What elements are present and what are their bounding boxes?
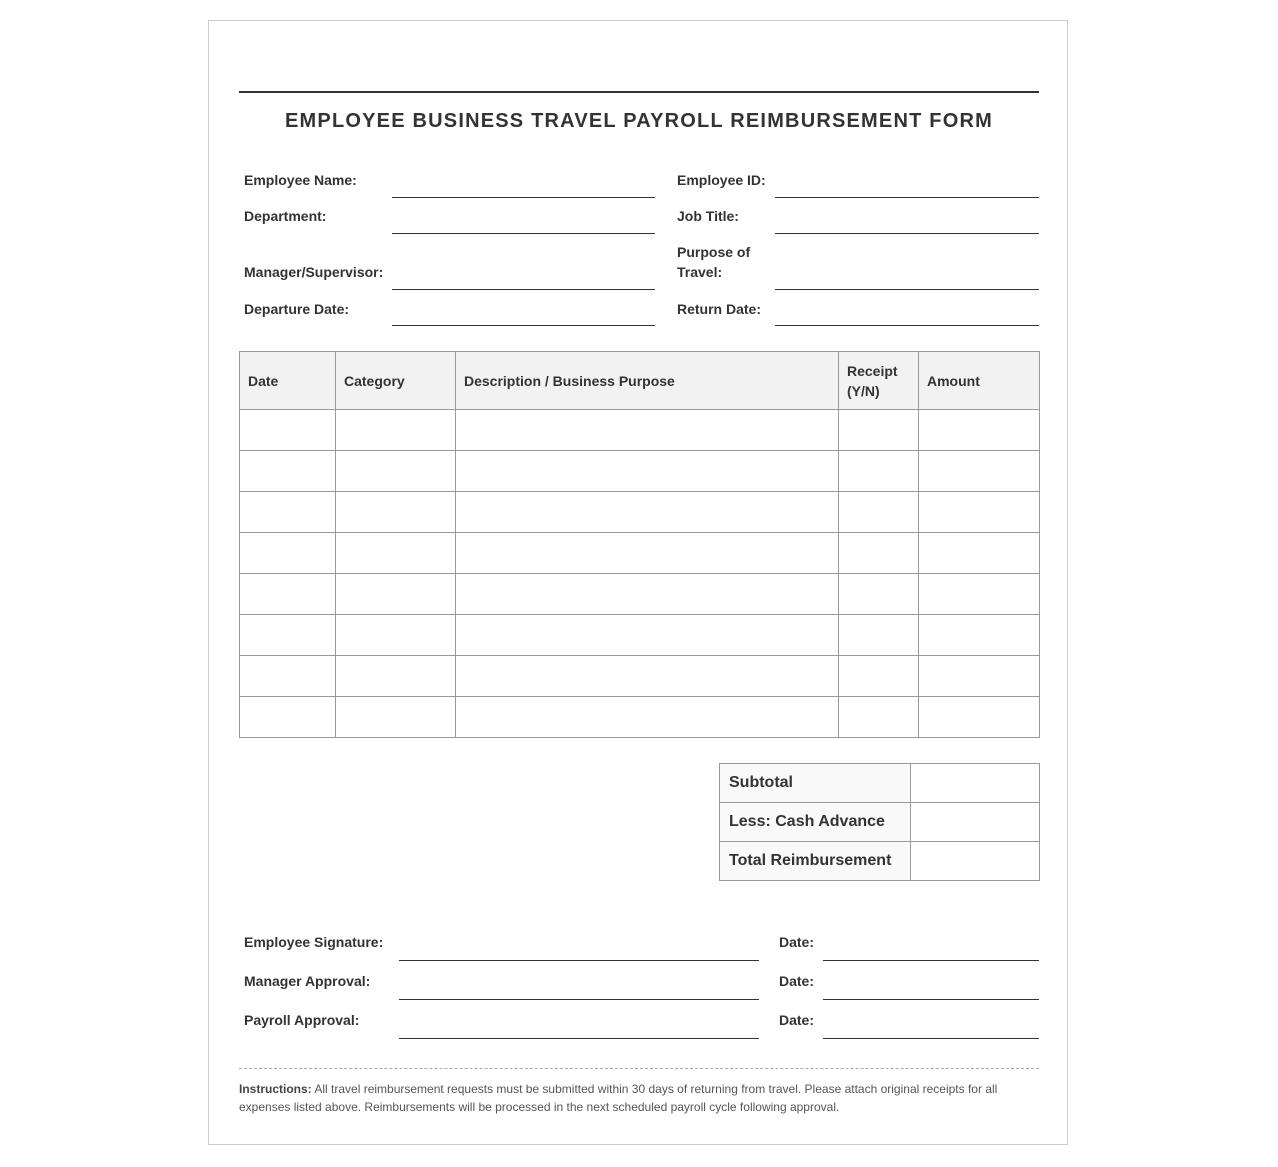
employee-signature-label: Employee Signature: xyxy=(244,934,384,950)
employee-id-field[interactable] xyxy=(775,197,1039,198)
manager-approval-date-field[interactable] xyxy=(823,999,1039,1000)
table-row xyxy=(240,574,1040,615)
department-field[interactable] xyxy=(392,233,655,234)
cell-receipt[interactable] xyxy=(839,533,919,574)
cell-date[interactable] xyxy=(240,697,336,738)
expense-table-header xyxy=(240,352,1040,410)
payroll-approval-date-label: Date: xyxy=(779,1012,815,1028)
cell-description[interactable] xyxy=(456,615,839,656)
cell-date[interactable] xyxy=(240,656,336,697)
payroll-approval-label: Payroll Approval: xyxy=(244,1012,360,1028)
cell-category[interactable] xyxy=(336,533,456,574)
cell-date[interactable] xyxy=(240,574,336,615)
table-row xyxy=(240,533,1040,574)
manager-supervisor-field[interactable] xyxy=(392,289,655,290)
cell-description[interactable] xyxy=(456,410,839,451)
cell-amount[interactable] xyxy=(919,410,1040,451)
cell-receipt[interactable] xyxy=(839,451,919,492)
total-reimbursement-row xyxy=(720,842,1040,881)
cell-date[interactable] xyxy=(240,492,336,533)
total-reimbursement-value[interactable] xyxy=(911,842,1040,881)
cell-receipt[interactable] xyxy=(839,615,919,656)
return-date-field[interactable] xyxy=(775,325,1039,326)
cell-amount[interactable] xyxy=(919,574,1040,615)
cell-amount[interactable] xyxy=(919,697,1040,738)
cash-advance-label: Less: Cash Advance xyxy=(720,803,911,842)
cell-receipt[interactable] xyxy=(839,574,919,615)
cell-description[interactable] xyxy=(456,697,839,738)
header-amount: Amount xyxy=(919,352,1040,410)
cell-amount[interactable] xyxy=(919,451,1040,492)
title-rule xyxy=(239,91,1039,93)
employee-name-field[interactable] xyxy=(392,197,655,198)
cell-amount[interactable] xyxy=(919,615,1040,656)
subtotal-value[interactable] xyxy=(911,764,1040,803)
purpose-of-travel-label-line2: Travel: xyxy=(677,264,723,280)
cell-category[interactable] xyxy=(336,451,456,492)
cell-description[interactable] xyxy=(456,574,839,615)
manager-approval-field[interactable] xyxy=(399,999,759,1000)
header-receipt-line1: Receipt xyxy=(847,362,898,379)
cell-amount[interactable] xyxy=(919,492,1040,533)
instructions-text: All travel reimbursement requests must be submitted within 30 days of returning from travel. Please attach original receipts for all expenses listed above. Reimbursements will be processed in the next scheduled payroll cycle following approval. xyxy=(239,1082,998,1114)
cell-description[interactable] xyxy=(456,492,839,533)
employee-signature-field[interactable] xyxy=(399,960,759,961)
header-receipt-line2: (Y/N) xyxy=(847,382,880,399)
departure-date-label: Departure Date: xyxy=(244,301,350,317)
purpose-of-travel-field[interactable] xyxy=(775,289,1039,290)
cell-date[interactable] xyxy=(240,615,336,656)
cash-advance-row xyxy=(720,803,1040,842)
cell-category[interactable] xyxy=(336,615,456,656)
cell-receipt[interactable] xyxy=(839,410,919,451)
employee-signature-date-label: Date: xyxy=(779,934,815,950)
job-title-field[interactable] xyxy=(775,233,1039,234)
employee-name-label: Employee Name: xyxy=(244,172,357,188)
form-title: EMPLOYEE BUSINESS TRAVEL PAYROLL REIMBURSEMENT FORM xyxy=(285,110,993,132)
manager-approval-date-label: Date: xyxy=(779,973,815,989)
cell-receipt[interactable] xyxy=(839,697,919,738)
cell-category[interactable] xyxy=(336,492,456,533)
departure-date-field[interactable] xyxy=(392,325,655,326)
table-row xyxy=(240,656,1040,697)
cell-category[interactable] xyxy=(336,410,456,451)
instructions-label: Instructions: xyxy=(239,1082,312,1096)
form-page xyxy=(208,20,1068,1145)
header-receipt xyxy=(839,352,919,410)
payroll-approval-field[interactable] xyxy=(399,1038,759,1039)
table-row xyxy=(240,697,1040,738)
expense-table xyxy=(239,351,1040,738)
employee-id-label: Employee ID: xyxy=(677,172,766,188)
cash-advance-value[interactable] xyxy=(911,803,1040,842)
cell-category[interactable] xyxy=(336,656,456,697)
header-date: Date xyxy=(240,352,336,410)
cell-amount[interactable] xyxy=(919,533,1040,574)
return-date-label: Return Date: xyxy=(677,301,762,317)
employee-signature-date-field[interactable] xyxy=(823,960,1039,961)
payroll-approval-date-field[interactable] xyxy=(823,1038,1039,1039)
cell-date[interactable] xyxy=(240,410,336,451)
cell-receipt[interactable] xyxy=(839,492,919,533)
manager-approval-label: Manager Approval: xyxy=(244,973,371,989)
header-category: Category xyxy=(336,352,456,410)
table-row xyxy=(240,410,1040,451)
cell-amount[interactable] xyxy=(919,656,1040,697)
subtotal-label: Subtotal xyxy=(720,764,911,803)
job-title-label: Job Title: xyxy=(677,208,739,224)
subtotal-row xyxy=(720,764,1040,803)
cell-date[interactable] xyxy=(240,533,336,574)
purpose-of-travel-label-line1: Purpose of xyxy=(677,244,751,260)
totals-table xyxy=(719,763,1040,881)
instructions xyxy=(239,1080,1039,1116)
cell-date[interactable] xyxy=(240,451,336,492)
cell-category[interactable] xyxy=(336,697,456,738)
total-reimbursement-label: Total Reimbursement xyxy=(720,842,911,881)
instructions-divider xyxy=(239,1068,1039,1069)
table-row xyxy=(240,492,1040,533)
cell-description[interactable] xyxy=(456,533,839,574)
cell-description[interactable] xyxy=(456,451,839,492)
cell-receipt[interactable] xyxy=(839,656,919,697)
manager-supervisor-label: Manager/Supervisor: xyxy=(244,264,384,280)
department-label: Department: xyxy=(244,208,327,224)
cell-category[interactable] xyxy=(336,574,456,615)
cell-description[interactable] xyxy=(456,656,839,697)
table-row xyxy=(240,615,1040,656)
header-description: Description / Business Purpose xyxy=(456,352,839,410)
table-row xyxy=(240,451,1040,492)
